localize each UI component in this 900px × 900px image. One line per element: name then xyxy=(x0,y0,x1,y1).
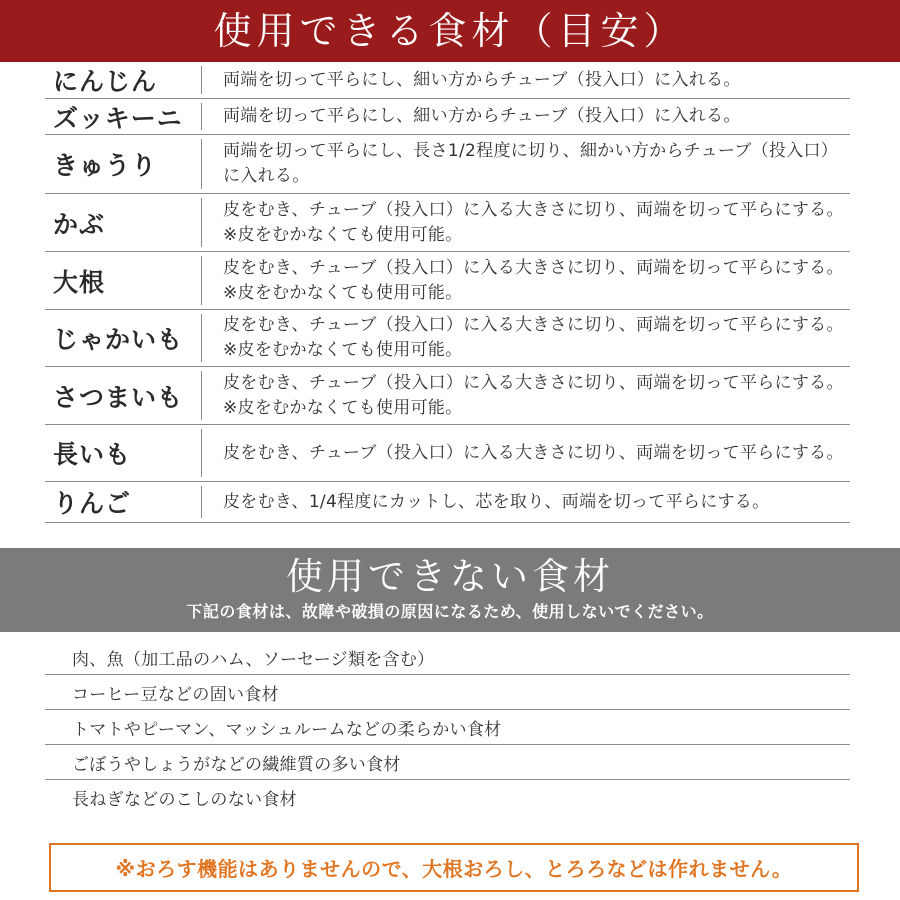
food-instructions: 両端を切って平らにし、細い方からチューブ（投入口）に入れる。 xyxy=(223,69,741,90)
food-instructions: 皮をむき、チューブ（投入口）に入る大きさに切り、両端を切って平らにする。※皮をむかなくても使用可能。 xyxy=(223,372,844,418)
column-divider xyxy=(201,371,202,420)
usable-foods-table xyxy=(45,62,850,523)
unusable-foods-subtitle: 下記の食材は、故障や破損の原因になるため、使用しないでください。 xyxy=(186,602,714,621)
food-instructions: 皮をむき、チューブ（投入口）に入る大きさに切り、両端を切って平らにする。※皮をむかなくても使用可能。 xyxy=(223,199,844,245)
food-instructions: 両端を切って平らにし、細い方からチューブ（投入口）に入れる。 xyxy=(223,106,741,126)
column-divider xyxy=(201,103,202,130)
column-divider xyxy=(201,429,202,477)
food-row-turnip xyxy=(45,194,850,252)
list-item: トマトやピーマン、マッシュルームなどの柔らかい食材 xyxy=(45,710,850,745)
food-row-carrot xyxy=(45,62,850,99)
usable-foods-banner xyxy=(0,0,900,62)
food-instructions: 皮をむき、1/4程度にカットし、芯を取り、両端を切って平らにする。 xyxy=(223,491,770,512)
column-divider xyxy=(201,139,202,189)
column-divider xyxy=(201,256,202,305)
notice-text: ※おろす機能はありませんので、大根おろし、とろろなどは作れません。 xyxy=(115,857,793,881)
food-name: さつまいも xyxy=(53,382,184,412)
food-row-cucumber xyxy=(45,135,850,194)
food-row-apple xyxy=(45,482,850,523)
food-instructions: 皮をむき、チューブ（投入口）に入る大きさに切り、両端を切って平らにする。 xyxy=(223,442,844,463)
list-item: ごぼうやしょうがなどの繊維質の多い食材 xyxy=(45,745,850,780)
food-row-yam xyxy=(45,425,850,482)
unusable-foods-list xyxy=(45,640,850,815)
unusable-foods-banner xyxy=(0,548,900,632)
food-name: かぶ xyxy=(53,209,106,239)
food-row-sweet-potato xyxy=(45,367,850,425)
column-divider xyxy=(201,314,202,362)
food-row-daikon xyxy=(45,252,850,310)
food-instructions: 皮をむき、チューブ（投入口）に入る大きさに切り、両端を切って平らにする。※皮をむかなくても使用可能。 xyxy=(223,315,844,360)
food-name: きゅうり xyxy=(53,151,158,180)
food-row-zucchini xyxy=(45,99,850,135)
usable-foods-title: 使用できる食材（目安） xyxy=(213,9,687,53)
food-name: りんご xyxy=(53,489,132,518)
column-divider xyxy=(201,198,202,247)
list-item: コーヒー豆などの固い食材 xyxy=(45,675,850,710)
food-name: にんじん xyxy=(53,67,158,96)
list-item: 長ねぎなどのこしのない食材 xyxy=(72,790,297,810)
food-name: 大根 xyxy=(53,267,106,297)
food-instructions: 皮をむき、チューブ（投入口）に入る大きさに切り、両端を切って平らにする。※皮をむかなくても使用可能。 xyxy=(223,257,844,303)
notice-box xyxy=(49,843,859,892)
column-divider xyxy=(201,486,202,518)
list-item: 肉、魚（加工品のハム、ソーセージ類を含む） xyxy=(45,640,850,675)
food-instructions: 両端を切って平らにし、長さ1/2程度に切り、細かい方からチューブ（投入口）に入れる。 xyxy=(223,141,839,186)
column-divider xyxy=(201,66,202,94)
food-row-potato xyxy=(45,310,850,367)
food-name: じゃかいも xyxy=(53,325,184,354)
food-name: ズッキーニ xyxy=(53,103,183,133)
unusable-foods-title: 使用できない食材 xyxy=(286,555,614,598)
food-name: 長いも xyxy=(53,440,132,469)
